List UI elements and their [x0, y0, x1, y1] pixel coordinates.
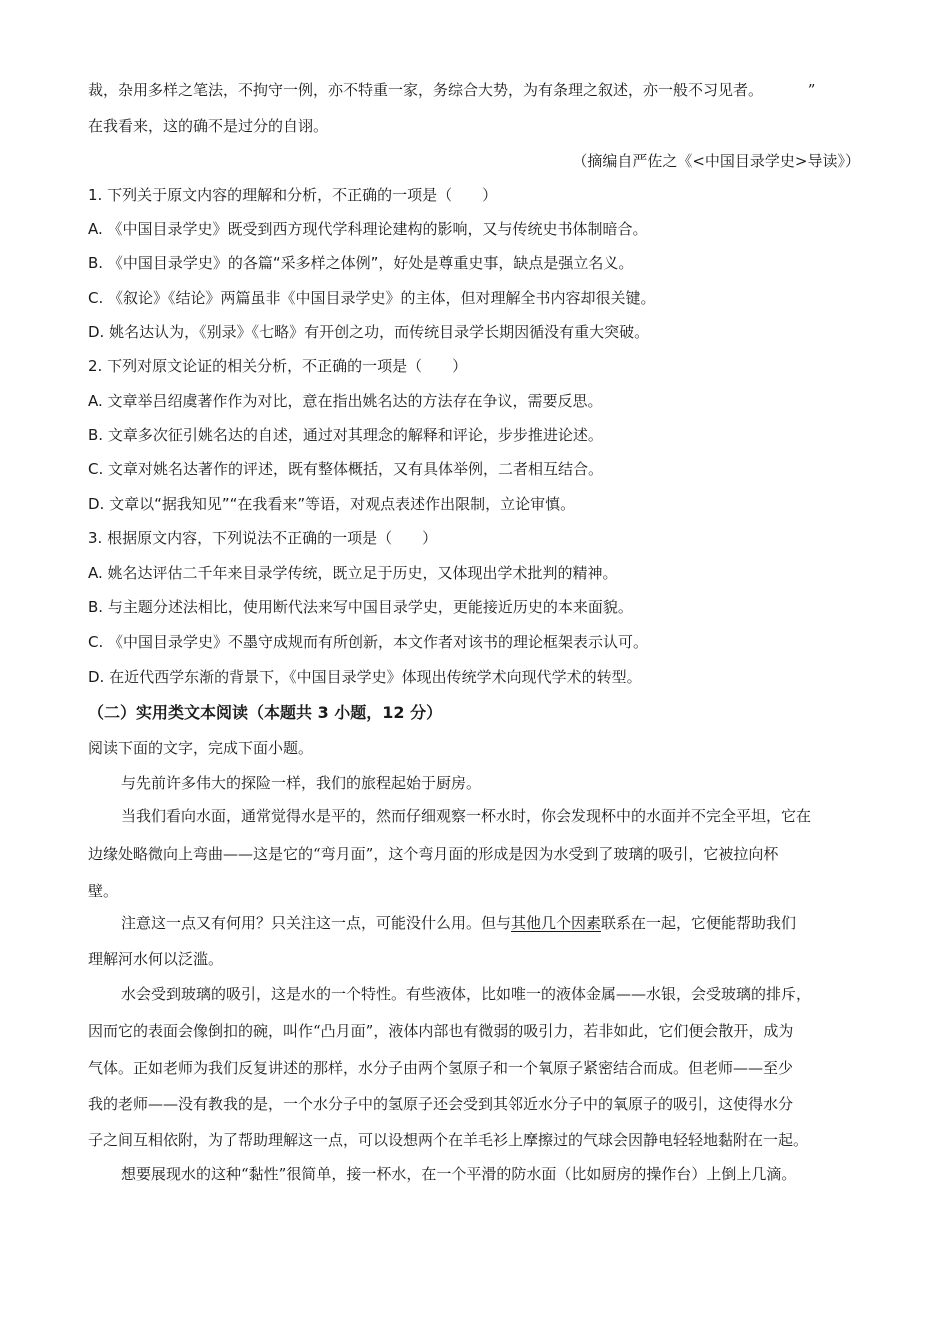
passage-paragraph-4-line-3: 气体。正如老师为我们反复讲述的那样，水分子由两个氢原子和一个氧原子紧密结合而成。但老师——至少	[88, 1059, 794, 1077]
passage-paragraph-5-line-1: 想要展现水的这种“黏性”很简单，接一杯水，在一个平滑的防水面（比如厨房的操作台）上倒上几滴。	[121, 1165, 797, 1183]
question-1-option-d[interactable]: D. 姚名达认为，《别录》《七略》有开创之功，而传统目录学长期因循没有重大突破。	[88, 323, 650, 341]
passage-paragraph-3-line-1	[121, 913, 796, 933]
question-1-option-c[interactable]: C. 《叙论》《结论》两篇虽非《中国目录学史》的主体，但对理解全书内容却很关键。	[88, 289, 656, 307]
passage-paragraph-2-line-3: 壁。	[88, 882, 119, 900]
intro-line-1	[88, 80, 815, 100]
question-2-option-a[interactable]: A. 文章举吕绍虞著作作为对比，意在指出姚名达的方法存在争议，需要反思。	[88, 392, 603, 410]
passage-paragraph-1: 与先前许多伟大的探险一样，我们的旅程起始于厨房。	[121, 774, 482, 792]
question-3-option-b[interactable]: B. 与主题分述法相比，使用断代法来写中国目录学史，更能接近历史的本来面貌。	[88, 598, 633, 616]
question-3-option-c[interactable]: C. 《中国目录学史》不墨守成规而有所创新，本文作者对该书的理论框架表示认可。	[88, 633, 649, 651]
question-2-option-d[interactable]: D. 文章以“据我知见”“在我看来”等语，对观点表述作出限制，立论审慎。	[88, 495, 576, 513]
passage-paragraph-2-line-1	[121, 806, 864, 826]
question-1-option-b[interactable]: B. 《中国目录学史》的各篇“采多样之体例”，好处是尊重史事，缺点是强立名义。	[88, 254, 634, 272]
question-1-option-a[interactable]: A. 《中国目录学史》既受到西方现代学科理论建构的影响，又与传统史书体制暗合。	[88, 220, 648, 238]
question-2-option-b[interactable]: B. 文章多次征引姚名达的自述，通过对其理念的解释和评论，步步推进论述。	[88, 426, 603, 444]
underlined-phrase: 其他几个因素	[511, 914, 602, 932]
passage-paragraph-2-line-2: 边缘处略微向上弯曲——这是它的“弯月面”，这个弯月面的形成是因为水受到了玻璃的吸引，它被拉向杯	[88, 845, 779, 863]
passage-paragraph-3-line-2: 理解河水何以泛滥。	[88, 950, 224, 968]
question-1-stem: 1. 下列关于原文内容的理解和分析，不正确的一项是（ ）	[88, 186, 498, 204]
closing-quote: ”	[807, 81, 816, 99]
intro-line-1-text: 裁，杂用多样之笔法，不拘守一例，亦不特重一家，务综合大势，为有条理之叙述，亦一般不习见者。	[88, 81, 764, 99]
question-2-option-c[interactable]: C. 文章对姚名达著作的评述，既有整体概括，又有具体举例，二者相互结合。	[88, 460, 604, 478]
intro-line-2: 在我看来，这的确不是过分的自诩。	[88, 117, 329, 135]
section-instruction: 阅读下面的文字，完成下面小题。	[88, 739, 314, 757]
passage-text: 联系在一起，它便能帮助我们	[601, 914, 797, 932]
passage-text: 注意这一点又有何用？只关注这一点，可能没什么用。但与	[121, 914, 512, 932]
passage-text: 当我们看向水面，通常觉得水是平的，然而仔细观察一杯水时，你会发现杯中的水面并不完全平坦，它在	[121, 807, 812, 825]
passage-paragraph-4-line-4: 我的老师——没有教我的是，一个水分子中的氢原子还会受到其邻近水分子中的氧原子的吸引，这使得水分	[88, 1095, 794, 1113]
passage-paragraph-4-line-2: 因而它的表面会像倒扣的碗，叫作“凸月面”，液体内部也有微弱的吸引力，若非如此，它们便会散开，成为	[88, 1022, 794, 1040]
question-3-stem: 3. 根据原文内容，下列说法不正确的一项是（ ）	[88, 529, 438, 547]
section-heading: （二）实用类文本阅读（本题共 3 小题，12 分）	[88, 703, 443, 722]
source-citation: （摘编自严佐之《<中国目录学史>导读》）	[572, 152, 860, 170]
passage-paragraph-4-line-1: 水会受到玻璃的吸引，这是水的一个特性。有些液体，比如唯一的液体金属——水银，会受玻璃的排斥，	[121, 985, 812, 1003]
question-2-stem: 2. 下列对原文论证的相关分析，不正确的一项是（ ）	[88, 357, 468, 375]
passage-paragraph-4-line-5: 子之间互相依附，为了帮助理解这一点，可以设想两个在羊毛衫上摩擦过的气球会因静电轻轻地黏附在一起。	[88, 1131, 809, 1149]
question-3-option-a[interactable]: A. 姚名达评估二千年来目录学传统，既立足于历史，又体现出学术批判的精神。	[88, 564, 618, 582]
question-3-option-d[interactable]: D. 在近代西学东渐的背景下，《中国目录学史》体现出传统学术向现代学术的转型。	[88, 668, 642, 686]
